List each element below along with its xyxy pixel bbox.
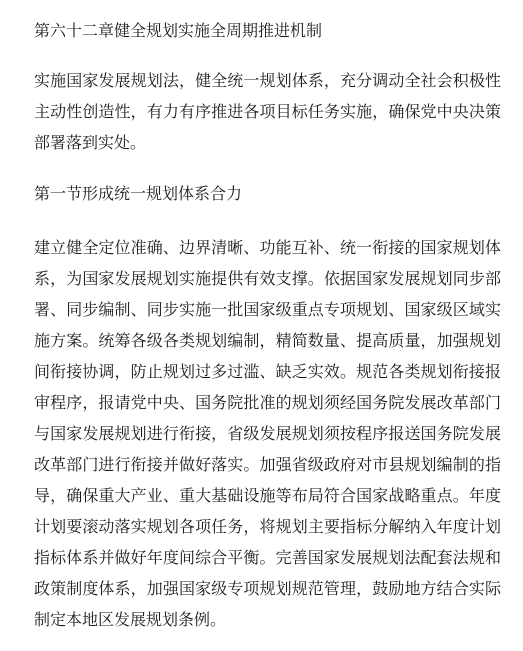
section-paragraph: 建立健全定位准确、边界清晰、功能互补、统一衔接的国家规划体系，为国家发展规划实施提供有效支撑。依据国家发展规划同步部署、同步编制、同步实施一批国家级重点专项规划、国家级区域实施方案。统筹各级各类规划编制，精简数量、提高质量，加强规划间衔接协调，防止规划过多过滥、缺乏实效。规范各类规划衔接报审程序，报请党中央、国务院批准的规划须经国务院发展改革部门与国家发展规划进行衔接，省级发展规划须按程序报送国务院发展改革部门进行衔接并做好落实。加强省级政府对市县规划编制的指导，确保重大产业、重大基础设施等布局符合国家战略重点。年度计划要滚动落实规划各项任务，将规划主要指标分解纳入年度计划指标体系并做好年度间综合平衡。完善国家发展规划法配套法规和政策制度体系，加强国家级专项规划规范管理，鼓励地方结合实际制定本地区发展规划条例。 xyxy=(34,238,501,629)
chapter-title: 第六十二章健全规划实施全周期推进机制 xyxy=(34,21,323,40)
intro-paragraph: 实施国家发展规划法，健全统一规划体系，充分调动全社会积极性主动性创造性，有力有序推进各项目标任务实施，确保党中央决策部署落到实处。 xyxy=(34,71,501,152)
section-title: 第一节形成统一规划体系合力 xyxy=(34,184,243,203)
